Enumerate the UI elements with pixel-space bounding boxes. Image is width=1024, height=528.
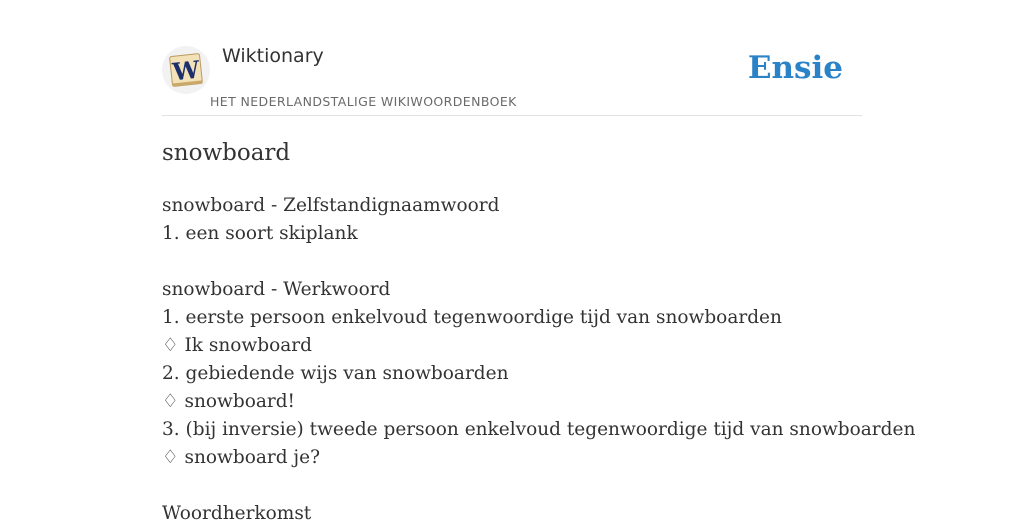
logo-letter: W bbox=[171, 54, 201, 87]
ensie-brand-logo[interactable]: Ensie bbox=[747, 50, 843, 86]
page bbox=[162, 0, 916, 524]
page-title: snowboard bbox=[162, 140, 291, 166]
verb-example-2: ♢ snowboard! bbox=[162, 391, 295, 412]
verb-definition-3: 3. (bij inversie) tweede persoon enkelvoud tegenwoordige tijd van snowboarden bbox=[162, 419, 916, 440]
header-divider bbox=[162, 115, 862, 116]
verb-definition-1: 1. eerste persoon enkelvoud tegenwoordige tijd van snowboarden bbox=[162, 307, 782, 328]
noun-heading: snowboard - Zelfstandignaamwoord bbox=[162, 195, 500, 216]
spacer bbox=[162, 472, 862, 500]
site-name[interactable]: Wiktionary bbox=[222, 45, 324, 67]
noun-definition: 1. een soort skiplank bbox=[162, 223, 358, 244]
verb-example-1: ♢ Ik snowboard bbox=[162, 335, 312, 356]
wiktionary-logo-icon[interactable] bbox=[162, 46, 210, 94]
etymology-heading: Woordherkomst bbox=[162, 503, 312, 524]
spacer bbox=[162, 248, 862, 276]
site-tagline: HET NEDERLANDSTALIGE WIKIWOORDENBOEK bbox=[210, 94, 517, 109]
entry-content bbox=[162, 192, 916, 528]
verb-definition-2: 2. gebiedende wijs van snowboarden bbox=[162, 363, 509, 384]
verb-heading: snowboard - Werkwoord bbox=[162, 279, 391, 300]
verb-example-3: ♢ snowboard je? bbox=[162, 447, 321, 468]
